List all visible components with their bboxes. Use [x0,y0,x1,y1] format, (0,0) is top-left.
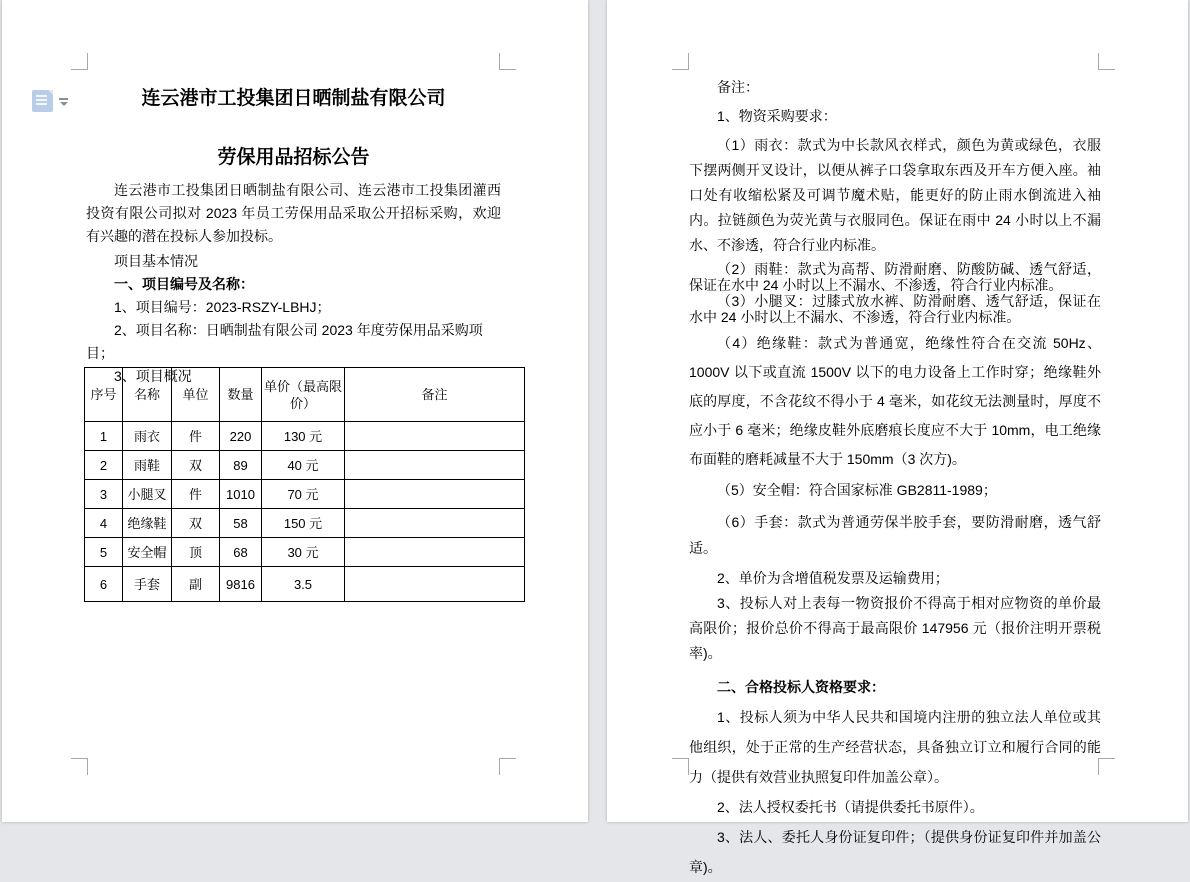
table-row [85,368,525,422]
table-header-cell: 单位 [172,368,220,422]
table-cell: 89 [220,451,262,480]
heading-project-numbering: 一、项目编号及名称： [114,276,254,292]
table-cell: 220 [220,422,262,451]
table-cell: 5 [85,538,123,567]
table-cell [345,538,525,567]
heading-bidder-qualification: 二、合格投标人资格要求： [717,679,885,695]
table-cell: 雨鞋 [123,451,172,480]
text-boundary-mark [499,53,516,70]
note-insulated-shoes: （4）绝缘鞋：款式为普通宽，绝缘性符合在交流 50Hz、1000V 以下或直流 1500V 以下的电力设备上工作时穿；绝缘鞋外底的厚度，不含花纹不得小于 4 毫米，如花纹无法测量时，厚度不应小于 6 毫米；绝缘皮鞋外底磨痕长度应不大于 10mm，电工绝缘布面鞋的磨耗减量不大于 150mm（3 次方)。 [689,335,1101,467]
table-cell: 150 元 [262,509,345,538]
table-cell [345,509,525,538]
table-header-cell: 备注 [345,368,525,422]
table-cell: 双 [172,451,220,480]
text-boundary-mark [71,758,88,775]
table-header-cell: 序号 [85,368,123,422]
table-cell: 58 [220,509,262,538]
text-boundary-mark [672,758,689,775]
table-cell: 3.5 [262,567,345,602]
table-header-cell: 数量 [220,368,262,422]
item-project-code: 1、项目编号：2023-RSZY-LBHJ； [114,299,331,315]
item-project-overview: 3、项目概况 [114,368,192,384]
note-procurement-requirements: 1、物资采购要求： [717,108,837,124]
table-body [85,422,525,602]
table-cell: 件 [172,480,220,509]
qualification-authorization: 2、法人授权委托书（请提供委托书原件）。 [717,799,984,815]
table-cell: 顶 [172,538,220,567]
table-row [85,509,525,538]
paste-options-button[interactable] [32,90,68,112]
table-cell: 2 [85,451,123,480]
dropdown-arrow-icon[interactable] [59,98,68,106]
intro-paragraph: 连云港市工投集团日晒制盐有限公司、连云港市工投集团灌西投资有限公司拟对 2023 年员工劳保用品采取公开招标采购，欢迎有兴趣的潜在投标人参加投标。 [86,182,501,244]
table-cell: 安全帽 [123,538,172,567]
text-boundary-mark [672,53,689,70]
table-header-row [85,368,525,422]
notes-label: 备注： [717,79,759,95]
document-title: 连云港市工投集团日晒制盐有限公司 [141,88,446,109]
table-header-cell: 单价（最高限价） [262,368,345,422]
note-raincoat: （1）雨衣：款式为中长款风衣样式，颜色为黄或绿色，衣服下摆两侧开叉设计，以便从裤子口袋拿取东西及开车方便入座。袖口处有收缩松紧及可调节魔术贴，能更好的防止雨水倒流进入袖内。拉链颜色为荧光黄与衣服同色。保证在雨中 24 小时以上不漏水、不渗透，符合行业内标准。 [689,137,1101,253]
note-leg-waders: （3）小腿叉：过膝式放水裤、防滑耐磨、透气舒适，保证在水中 24 小时以上不漏水、不渗透，符合行业内标准。 [689,293,1101,325]
note-gloves: （6）手套：款式为普通劳保半胶手套，要防滑耐磨，透气舒适。 [689,514,1101,556]
text-boundary-mark [71,53,88,70]
table-cell: 130 元 [262,422,345,451]
table-cell [345,480,525,509]
table-cell: 3 [85,480,123,509]
table-cell: 绝缘鞋 [123,509,172,538]
table-cell [345,422,525,451]
table-row [85,480,525,509]
table-cell: 9816 [220,567,262,602]
paste-options-icon[interactable] [32,90,53,112]
table-header-cell: 名称 [123,368,172,422]
note-price-includes-tax: 2、单价为含增值税发票及运输费用； [717,570,949,586]
table-cell: 1 [85,422,123,451]
table-cell: 68 [220,538,262,567]
text-boundary-mark [1098,53,1115,70]
item-project-name: 2、项目名称：日晒制盐有限公司 2023 年度劳保用品采购项目； [86,322,483,361]
table-cell [345,567,525,602]
table-row [85,422,525,451]
table-row [85,451,525,480]
procurement-items-table [84,367,525,602]
table-cell: 双 [172,509,220,538]
qualification-legal-entity: 1、投标人须为中华人民共和国境内注册的独立法人单位或其他组织，处于正常的生产经营状态，具备独立订立和履行合同的能力（提供有效营业执照复印件加盖公章）。 [689,709,1101,785]
table-cell: 1010 [220,480,262,509]
document-page-1 [2,0,588,822]
table-cell: 6 [85,567,123,602]
table-cell: 30 元 [262,538,345,567]
table-cell: 雨衣 [123,422,172,451]
text-boundary-mark [499,758,516,775]
table-cell: 件 [172,422,220,451]
table-cell: 小腿叉 [123,480,172,509]
table-row [85,538,525,567]
table-row [85,567,525,602]
table-cell: 手套 [123,567,172,602]
table-cell: 70 元 [262,480,345,509]
table-cell: 副 [172,567,220,602]
table-cell [345,451,525,480]
table-cell: 4 [85,509,123,538]
note-price-cap: 3、投标人对上表每一物资报价不得高于相对应物资的单价最高限价；报价总价不得高于最高限价 147956 元（报价注明开票税率)。 [689,595,1101,661]
note-safety-helmet: （5）安全帽：符合国家标准 GB2811-1989； [717,482,997,498]
table-cell: 40 元 [262,451,345,480]
section-label: 项目基本情况 [114,253,198,269]
document-page-2 [607,0,1188,875]
qualification-id-copies: 3、法人、委托人身份证复印件；（提供身份证复印件并加盖公章)。 [689,829,1101,875]
document-subtitle: 劳保用品招标公告 [217,147,370,168]
note-rain-boots: （2）雨鞋：款式为高帮、防滑耐磨、防酸防碱、透气舒适，保证在水中 24 小时以上不漏水、不渗透，符合行业内标准。 [689,261,1101,293]
